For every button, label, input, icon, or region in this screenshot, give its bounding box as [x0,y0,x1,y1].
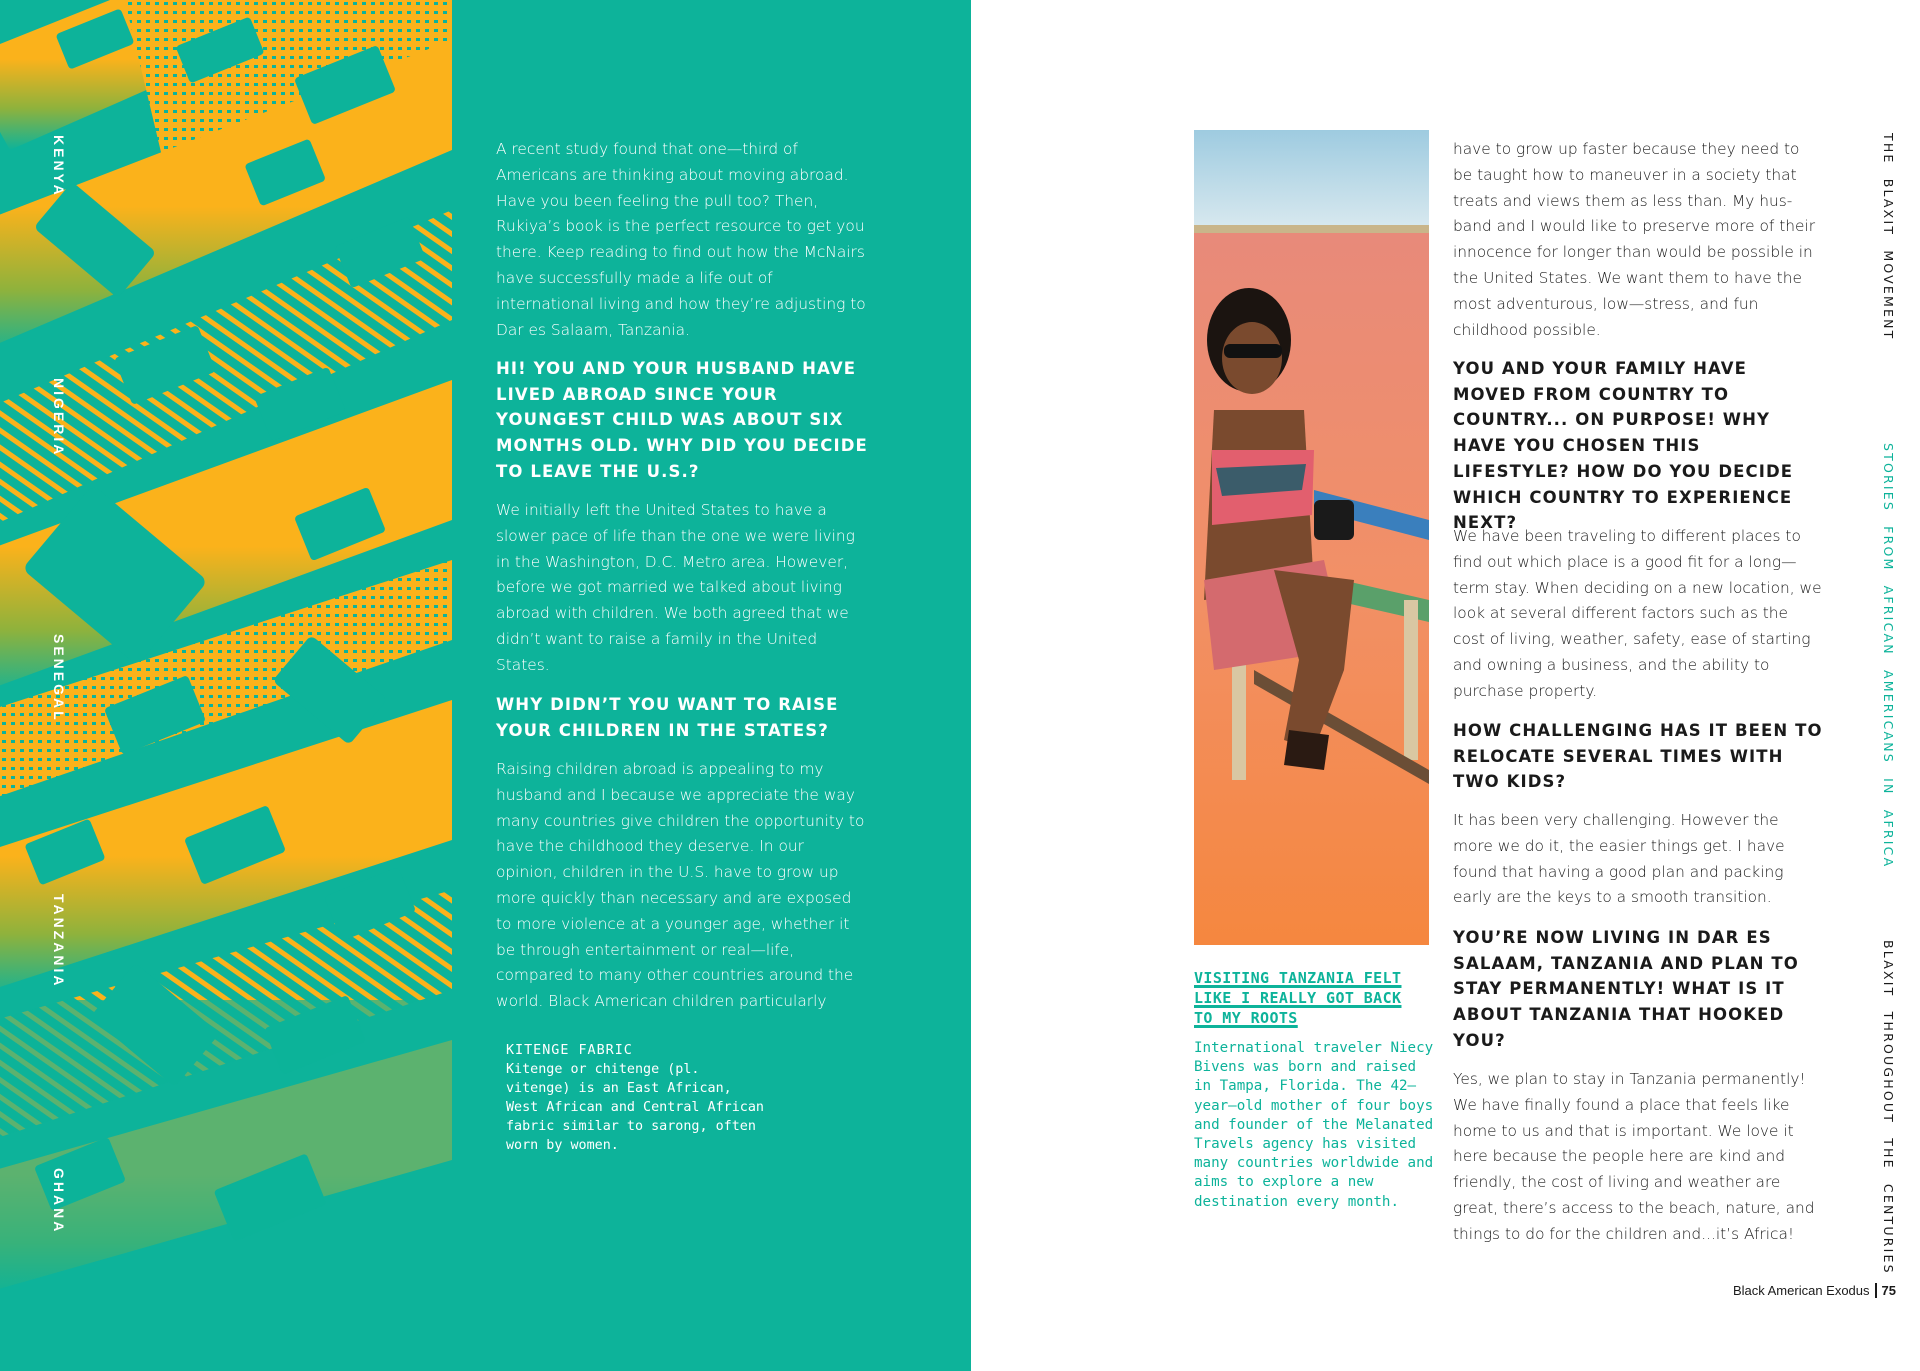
question-heading-3: YOU AND YOUR FAMILY HAVE MOVED FROM COUNTRY TO COUNTRY... ON PURPOSE! WHY HAVE YOU CHOSEN THIS LIFESTYLE? HOW DO YOU DECIDE WHICH COUNTRY TO EXPERIENCE NEXT? [1453,359,1794,533]
footer-book-title: Black American Exodus [1732,1283,1870,1298]
sidebar-note-title: KITENGE FABRIC [506,1043,633,1058]
answer-paragraph-4: It has been very challenging. However the more we do it, the easier things get. I have found that having a good plan and packing early are the keys to a smooth transition. [1453,811,1785,907]
answer-paragraph-1: We initially left the United States to have a slower pace of life than the one we were living in the Washington, D.C. Metro area. However, before we got married we talked about living abroad with children. We both agreed that we didn’t want to raise a family in the United States. [496,501,855,674]
intro-paragraph: A recent study found that one—third of Americans are thinking about moving abroad. Have you been feeling the pull too? Then, Rukiya’s book is the perfect resource to get you there. Keep reading to find out how the McNairs have successfully made a life out of international living and how they’re adjusting to Dar es Salaam, Tanzania. [496,140,866,339]
traveler-photo [1194,130,1429,945]
question-heading-5: YOU’RE NOW LIVING IN DAR ES SALAAM, TANZANIA AND PLAN TO STAY PERMANENTLY! WHAT IS IT ABOUT TANZANIA THAT HOOKED YOU? [1453,928,1799,1050]
sidebar-note-text: Kitenge or chitenge (pl. vitenge) is an East African, West African and Central African fabric similar to sarong, often worn by women. [506,1062,764,1153]
right-page [971,0,1920,1371]
answer-paragraph-5: Yes, we plan to stay in Tanzania permanently! We have finally found a place that feels like home to us and that is important. We love it here because the people here are kind and friendly, the cost of living and weather are great, there’s access to the beach, nature, and things to do for the children and...it’s Africa! [1453,1070,1815,1243]
photo-caption-title: VISITING TANZANIA FELT LIKE I REALLY GOT BACK TO MY ROOTS [1194,969,1402,1027]
kitenge-pattern-graphic [0,0,452,1371]
answer-paragraph-3: We have been traveling to different places to find out which place is a good fit for a long—term stay. When deciding on a new location, we look at several different factors such as the cost of living, weather, safety, ease of starting and owning a business, and the ability to purchase property. [1453,527,1822,700]
country-label-senegal: SENEGAL [51,634,67,723]
answer-paragraph-2: Raising children abroad is appealing to my husband and I because we appreciate the way many countries give children the opportunity to have the childhood they deserve. In our opinion, children in the U.S. have to grow up more quickly than necessary and are exposed to more violence at a younger age, whether it be through entertainment or real—life, compared to many other countries around the world. Black American children particularly [496,760,865,1011]
answer-paragraph-2-continued: have to grow up faster because they need to be taught how to maneuver in a society that treats and views them as less than. My hus-band and I would like to preserve more of their innocence for longer than would be possible in the United States. We want them to have the most adventurous, low—stress, and fun childhood possible. [1453,140,1816,339]
photo-caption-text: International traveler Niecy Bivens was born and raised in Tampa, Florida. The 42—year—old mother of four boys and founder of the Melanated Travels agency has visited many countries worldwide and aims to explore a new destination every month. [1194,1040,1434,1210]
country-label-nigeria: NIGERIA [51,378,67,458]
footer-page-number: 75 [1875,1283,1896,1298]
sidebar-note [506,1041,766,1155]
country-label-kenya: KENYA [51,135,67,198]
running-title-stories: STORIES FROM AFRICAN AMERICANS IN AFRICA [1881,443,1896,869]
page-footer [1733,1283,1896,1298]
question-heading-2: WHY DIDN’T YOU WANT TO RAISE YOUR CHILDREN IN THE STATES? [496,695,839,740]
kitenge-pattern-panel [0,0,452,1371]
question-heading-4: HOW CHALLENGING HAS IT BEEN TO RELOCATE SEVERAL TIMES WITH TWO KIDS? [1453,721,1823,792]
question-heading-1: HI! YOU AND YOUR HUSBAND HAVE LIVED ABROAD SINCE YOUR YOUNGEST CHILD WAS ABOUT SIX MONTHS OLD. WHY DID YOU DECIDE TO LEAVE THE U.S.? [496,359,868,481]
country-label-ghana: GHANA [51,1168,67,1235]
running-title-blaxit-movement: THE BLAXIT MOVEMENT [1881,133,1896,341]
running-title-centuries: BLAXIT THROUGHOUT THE CENTURIES [1881,940,1896,1275]
traveler-photo-image [1194,130,1429,945]
country-label-tanzania: TANZANIA [51,894,67,989]
